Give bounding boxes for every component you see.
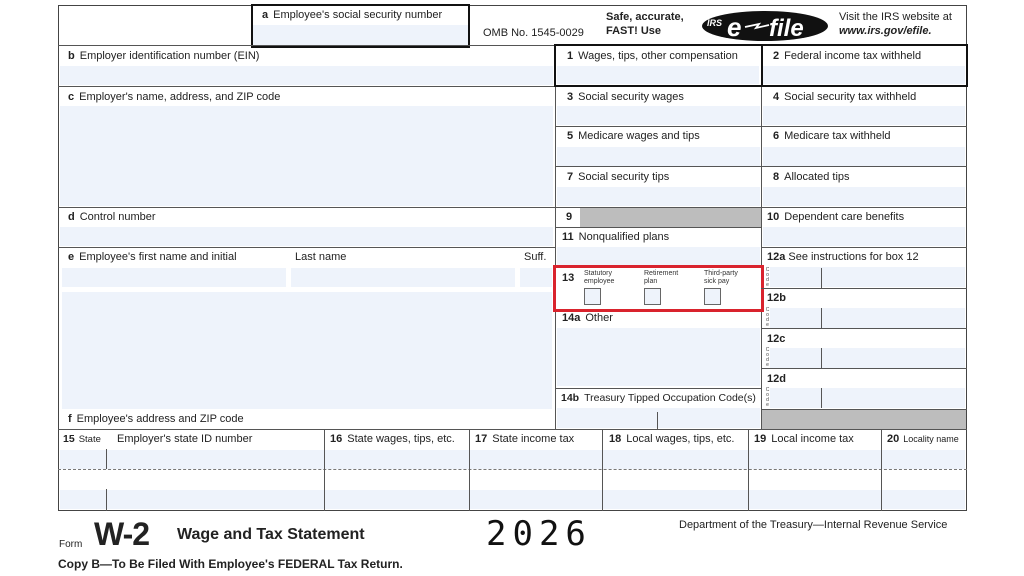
box-6-label: 6 Medicare tax withheld	[773, 130, 891, 142]
state-id-label: Employer's state ID number	[117, 433, 253, 445]
box-15-label: 15 State	[63, 433, 101, 445]
box-14b-label: 14b Treasury Tipped Occupation Code(s)	[561, 392, 756, 404]
box-a-label: a Employee's social security number	[262, 9, 443, 21]
svg-text:e: e	[727, 12, 742, 42]
box-e-label: e Employee's first name and initial	[68, 251, 237, 263]
box-20-label: 20 Locality name	[887, 433, 959, 445]
box-12c-input[interactable]	[770, 348, 965, 368]
employer-name-address-input[interactable]	[60, 106, 553, 206]
box-12-shaded	[762, 410, 966, 429]
code-label-12b: C o d e	[765, 307, 770, 328]
box-1-label: 1 Wages, tips, other compensation	[567, 50, 738, 62]
box-5-input[interactable]	[557, 147, 760, 166]
box-12d-label: 12d	[767, 373, 786, 385]
employee-address-input[interactable]	[62, 292, 552, 409]
box-14a-input[interactable]	[557, 328, 760, 386]
omb-number: OMB No. 1545-0029	[483, 27, 584, 39]
dashed-divider	[58, 469, 967, 470]
visit-text-1: Visit the IRS website at	[839, 11, 952, 23]
divider	[555, 45, 556, 429]
box-16-label: 16 State wages, tips, etc.	[330, 433, 455, 445]
form-title: Wage and Tax Statement	[177, 526, 365, 543]
box-12c-label: 12c	[767, 333, 786, 345]
box-9-shaded	[580, 208, 761, 227]
divider	[58, 247, 555, 248]
code-label-12c: C o d e	[765, 347, 770, 368]
divider	[555, 227, 761, 228]
divider	[761, 368, 967, 369]
box-13-highlight	[553, 265, 764, 312]
box-b-label: b Employer identification number (EIN)	[68, 50, 260, 62]
box-3-input[interactable]	[557, 106, 760, 125]
box-8-label: 8 Allocated tips	[773, 171, 850, 183]
divider	[602, 429, 603, 511]
box-5-label: 5 Medicare wages and tips	[567, 130, 700, 142]
box-6-input[interactable]	[763, 147, 965, 166]
divider	[106, 449, 107, 469]
divider	[761, 45, 762, 429]
irs-efile-logo	[701, 10, 831, 42]
box-13-label: 13	[562, 272, 575, 284]
box-4-input[interactable]	[763, 106, 965, 125]
ein-input[interactable]	[60, 66, 553, 85]
box-14b-input[interactable]	[557, 408, 760, 428]
box-18-label: 18 Local wages, tips, etc.	[609, 433, 735, 445]
copy-b-line: Copy B—To Be Filed With Employee's FEDERAL Tax Return.	[58, 557, 403, 571]
divider	[881, 429, 882, 511]
svg-text:IRS: IRS	[707, 18, 723, 28]
box-10-input[interactable]	[763, 227, 965, 246]
box-7-input[interactable]	[557, 187, 760, 206]
thirdparty-label: Third-party sick pay	[704, 270, 738, 285]
divider	[555, 126, 967, 127]
box-8-input[interactable]	[763, 187, 965, 206]
divider	[555, 166, 967, 167]
box-12b-input[interactable]	[770, 308, 965, 328]
divider	[555, 388, 761, 389]
divider	[58, 207, 555, 208]
box-7-label: 7 Social security tips	[567, 171, 670, 183]
form-word: Form	[59, 539, 83, 550]
box-c-label: c Employer's name, address, and ZIP code	[68, 91, 281, 103]
box-11-input[interactable]	[557, 247, 760, 265]
divider	[821, 348, 822, 368]
divider	[748, 429, 749, 511]
statutory-label: Statutory employee	[584, 270, 615, 285]
svg-text:file: file	[769, 15, 804, 42]
divider	[469, 429, 470, 511]
code-label-12d: C o d e	[765, 387, 770, 408]
box-2-label: 2 Federal income tax withheld	[773, 50, 922, 62]
last-name-label: Last name	[295, 251, 347, 263]
box-3-label: 3 Social security wages	[567, 91, 684, 103]
box-14a-label: 14a Other	[562, 312, 613, 324]
box-11-label: 11 Nonqualified plans	[562, 231, 670, 243]
divider	[821, 388, 822, 408]
code-label-12a: C o d e	[765, 267, 770, 288]
promo-text-1: Safe, accurate,	[606, 11, 684, 23]
suffix-input[interactable]	[520, 268, 552, 287]
divider	[761, 288, 967, 289]
efile-url[interactable]: www.irs.gov/efile.	[839, 25, 932, 37]
first-name-input[interactable]	[62, 268, 286, 287]
divider	[761, 328, 967, 329]
agency: Department of the Treasury—Internal Revenue Service	[679, 519, 948, 531]
state-row-1-input[interactable]	[60, 450, 965, 469]
box-9-label: 9	[566, 211, 573, 223]
form-name: W-2	[94, 516, 150, 552]
box-4-label: 4 Social security tax withheld	[773, 91, 917, 103]
retirement-label: Retirement plan	[644, 270, 679, 285]
divider	[324, 429, 325, 511]
promo-text-2: FAST! Use	[606, 25, 662, 37]
box-12d-input[interactable]	[770, 388, 965, 408]
divider	[58, 86, 555, 87]
box-f-label: f Employee's address and ZIP code	[68, 413, 244, 425]
divider	[821, 308, 822, 328]
divider	[58, 429, 967, 430]
box-d-label: d Control number	[68, 211, 156, 223]
box-12b-label: 12b	[767, 292, 786, 304]
control-number-input[interactable]	[60, 227, 553, 246]
box-12a-input[interactable]	[770, 267, 965, 287]
divider	[821, 268, 822, 288]
box-19-label: 19 Local income tax	[754, 433, 854, 445]
divider	[761, 247, 967, 248]
divider	[657, 412, 658, 429]
suffix-label: Suff.	[524, 251, 547, 263]
tax-year: 2026	[486, 514, 592, 554]
box-10-label: 10 Dependent care benefits	[767, 211, 905, 223]
divider	[106, 489, 107, 511]
last-name-input[interactable]	[291, 268, 515, 287]
box-12a-label: 12a See instructions for box 12	[767, 251, 919, 263]
box-17-label: 17 State income tax	[475, 433, 575, 445]
state-row-2-input[interactable]	[60, 490, 965, 509]
